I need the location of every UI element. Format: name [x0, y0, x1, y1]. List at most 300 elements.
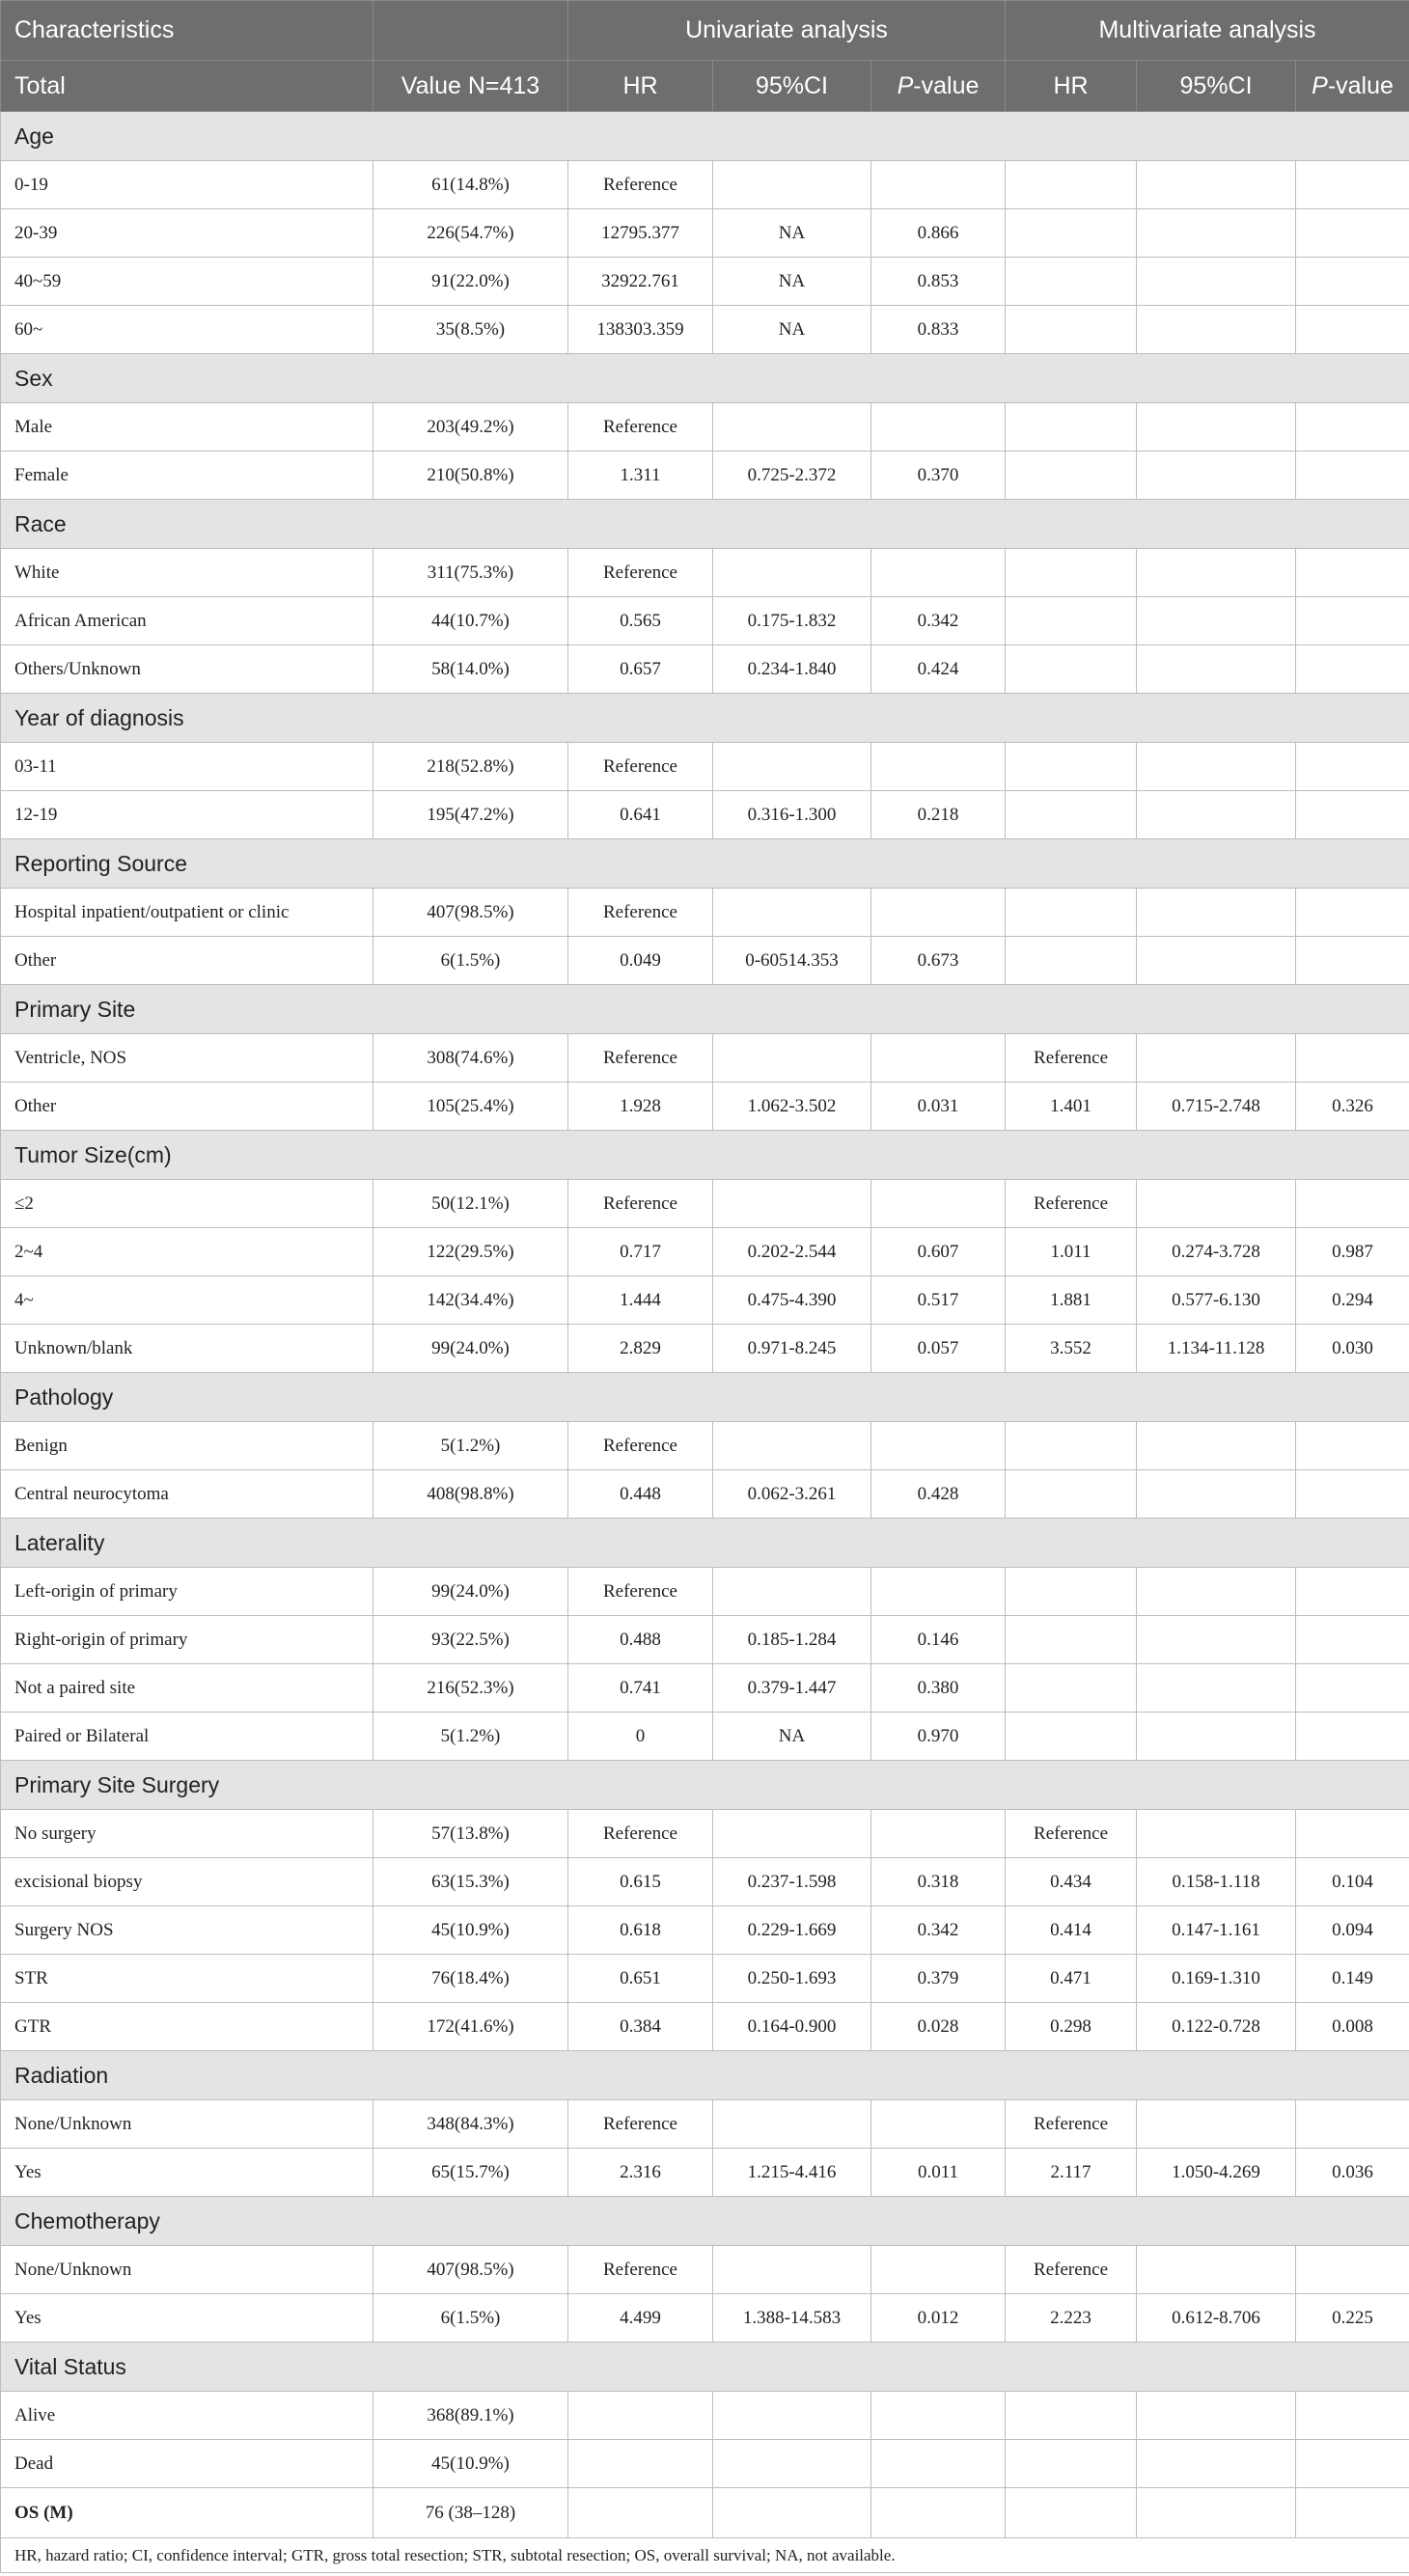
cell-uni-p: 0.342 [871, 597, 1006, 645]
cell-uni-p: 0.057 [871, 1325, 1006, 1373]
row-label: Alive [1, 2392, 373, 2440]
cell-multi-hr [1006, 1616, 1137, 1664]
cell-multi-ci [1137, 2488, 1296, 2538]
cell-multi-hr: 1.881 [1006, 1276, 1137, 1325]
cell-multi-hr: 0.471 [1006, 1955, 1137, 2003]
header-blank [373, 1, 568, 61]
cell-multi-ci [1137, 161, 1296, 209]
row-label: Surgery NOS [1, 1906, 373, 1955]
row-label: White [1, 549, 373, 597]
cell-multi-hr [1006, 791, 1137, 839]
cell-multi-ci: 0.274-3.728 [1137, 1228, 1296, 1276]
cell-multi-hr: Reference [1006, 1810, 1137, 1858]
row-label: GTR [1, 2003, 373, 2051]
cell-uni-ci [713, 1422, 871, 1470]
cell-uni-ci: 0.379-1.447 [713, 1664, 871, 1713]
cell-uni-ci [713, 2246, 871, 2294]
header-characteristics: Characteristics [1, 1, 373, 61]
cell-multi-p [1296, 1810, 1409, 1858]
cell-multi-ci [1137, 743, 1296, 791]
cell-multi-p [1296, 209, 1409, 258]
cell-value: 58(14.0%) [373, 645, 568, 694]
cell-uni-hr: 2.829 [568, 1325, 713, 1373]
table-row [1, 1422, 1409, 1470]
row-label: 03-11 [1, 743, 373, 791]
cell-multi-ci [1137, 1664, 1296, 1713]
header-multivariate: Multivariate analysis [1006, 1, 1409, 61]
table-row [1, 1664, 1409, 1713]
cell-multi-p [1296, 2488, 1409, 2538]
cell-uni-ci [713, 1180, 871, 1228]
p-italic: P [1312, 71, 1328, 99]
cell-multi-p: 0.225 [1296, 2294, 1409, 2343]
header-value: Value N=413 [373, 61, 568, 112]
cell-multi-hr [1006, 306, 1137, 354]
cell-multi-hr [1006, 743, 1137, 791]
section-header-row [1, 2197, 1409, 2246]
cell-multi-p [1296, 937, 1409, 985]
table-row [1, 2003, 1409, 2051]
cell-multi-ci [1137, 2100, 1296, 2149]
cell-value: 172(41.6%) [373, 2003, 568, 2051]
cell-uni-ci: NA [713, 306, 871, 354]
cell-value: 63(15.3%) [373, 1858, 568, 1906]
cell-multi-p [1296, 1664, 1409, 1713]
cell-multi-p: 0.149 [1296, 1955, 1409, 2003]
cell-uni-p [871, 403, 1006, 452]
section-header-row [1, 839, 1409, 889]
cell-uni-hr: 138303.359 [568, 306, 713, 354]
row-label: Unknown/blank [1, 1325, 373, 1373]
cell-uni-ci: 1.388-14.583 [713, 2294, 871, 2343]
cell-uni-ci: NA [713, 209, 871, 258]
cell-multi-ci: 0.169-1.310 [1137, 1955, 1296, 2003]
row-label: None/Unknown [1, 2100, 373, 2149]
p-suffix: -value [1327, 71, 1394, 99]
cell-uni-p: 0.517 [871, 1276, 1006, 1325]
cell-uni-p: 0.342 [871, 1906, 1006, 1955]
cell-multi-ci [1137, 452, 1296, 500]
header-uni-ci: 95%CI [713, 61, 871, 112]
cell-uni-ci: 0.237-1.598 [713, 1858, 871, 1906]
cell-uni-hr [568, 2488, 713, 2538]
cell-value: 5(1.2%) [373, 1713, 568, 1761]
cell-uni-p: 0.428 [871, 1470, 1006, 1519]
cell-uni-hr: Reference [568, 2246, 713, 2294]
cell-multi-ci [1137, 937, 1296, 985]
cell-value: 44(10.7%) [373, 597, 568, 645]
cell-uni-ci [713, 2392, 871, 2440]
cell-value: 216(52.3%) [373, 1664, 568, 1713]
section-label: Primary Site [1, 985, 1409, 1034]
cell-multi-p: 0.094 [1296, 1906, 1409, 1955]
table-row [1, 403, 1409, 452]
row-label: excisional biopsy [1, 1858, 373, 1906]
cell-multi-hr: Reference [1006, 1034, 1137, 1082]
cell-uni-p [871, 1568, 1006, 1616]
cell-uni-hr: 1.311 [568, 452, 713, 500]
cell-uni-ci: 0.316-1.300 [713, 791, 871, 839]
table-row [1, 889, 1409, 937]
cell-multi-ci: 1.050-4.269 [1137, 2149, 1296, 2197]
cell-uni-hr: 0.741 [568, 1664, 713, 1713]
p-suffix: -value [913, 71, 980, 99]
cell-multi-ci: 0.612-8.706 [1137, 2294, 1296, 2343]
cell-multi-ci [1137, 258, 1296, 306]
p-italic: P [897, 71, 914, 99]
table-row [1, 258, 1409, 306]
cell-uni-hr: 1.928 [568, 1082, 713, 1131]
section-header-row [1, 1373, 1409, 1422]
cell-multi-ci [1137, 2246, 1296, 2294]
cell-multi-ci [1137, 549, 1296, 597]
cell-multi-p [1296, 258, 1409, 306]
section-label: Tumor Size(cm) [1, 1131, 1409, 1180]
table-row [1, 1713, 1409, 1761]
section-header-row [1, 112, 1409, 161]
cell-multi-hr [1006, 2440, 1137, 2488]
cell-uni-hr: 12795.377 [568, 209, 713, 258]
table-row [1, 645, 1409, 694]
cell-value: 93(22.5%) [373, 1616, 568, 1664]
cell-uni-hr: 2.316 [568, 2149, 713, 2197]
row-label: Female [1, 452, 373, 500]
cell-multi-ci [1137, 791, 1296, 839]
cell-uni-p: 0.424 [871, 645, 1006, 694]
cell-uni-p: 0.370 [871, 452, 1006, 500]
cell-multi-hr: 2.117 [1006, 2149, 1137, 2197]
cell-uni-hr: 0.641 [568, 791, 713, 839]
section-header-row [1, 2051, 1409, 2100]
cell-uni-p [871, 2246, 1006, 2294]
cell-uni-hr: Reference [568, 1422, 713, 1470]
cell-uni-p [871, 889, 1006, 937]
row-label: No surgery [1, 1810, 373, 1858]
cell-multi-ci [1137, 306, 1296, 354]
table-row [1, 2440, 1409, 2488]
cell-uni-ci [713, 403, 871, 452]
section-header-row [1, 985, 1409, 1034]
table-row [1, 2246, 1409, 2294]
cell-value: 65(15.7%) [373, 2149, 568, 2197]
cell-uni-p: 0.673 [871, 937, 1006, 985]
cell-multi-ci: 0.158-1.118 [1137, 1858, 1296, 1906]
cell-uni-hr: Reference [568, 403, 713, 452]
cell-uni-p: 0.380 [871, 1664, 1006, 1713]
row-label: 12-19 [1, 791, 373, 839]
cell-uni-p: 0.866 [871, 209, 1006, 258]
cell-uni-ci: 0.164-0.900 [713, 2003, 871, 2051]
cell-multi-hr [1006, 2392, 1137, 2440]
row-label: Yes [1, 2149, 373, 2197]
header-multi-p [1296, 61, 1409, 112]
cell-uni-p: 0.028 [871, 2003, 1006, 2051]
header-uni-hr: HR [568, 61, 713, 112]
row-label: Not a paired site [1, 1664, 373, 1713]
cell-multi-hr: Reference [1006, 2100, 1137, 2149]
cell-uni-hr: 0.657 [568, 645, 713, 694]
table-body [1, 112, 1409, 2538]
cell-multi-p [1296, 1422, 1409, 1470]
cell-multi-p: 0.294 [1296, 1276, 1409, 1325]
row-label: OS (M) [1, 2488, 373, 2538]
cell-multi-ci [1137, 2440, 1296, 2488]
row-label: Male [1, 403, 373, 452]
cell-value: 407(98.5%) [373, 2246, 568, 2294]
cell-value: 195(47.2%) [373, 791, 568, 839]
row-label: Central neurocytoma [1, 1470, 373, 1519]
row-label: Paired or Bilateral [1, 1713, 373, 1761]
cell-uni-hr: Reference [568, 743, 713, 791]
cell-uni-ci [713, 2100, 871, 2149]
cell-multi-ci [1137, 1713, 1296, 1761]
table-row [1, 2294, 1409, 2343]
row-label: None/Unknown [1, 2246, 373, 2294]
cell-multi-hr [1006, 403, 1137, 452]
cell-uni-p: 0.970 [871, 1713, 1006, 1761]
cell-multi-p [1296, 161, 1409, 209]
cell-uni-ci: 0.234-1.840 [713, 645, 871, 694]
cell-multi-ci: 0.577-6.130 [1137, 1276, 1296, 1325]
cell-multi-ci [1137, 889, 1296, 937]
cell-value: 45(10.9%) [373, 1906, 568, 1955]
row-label: Dead [1, 2440, 373, 2488]
header-multi-ci: 95%CI [1137, 61, 1296, 112]
cell-multi-hr [1006, 549, 1137, 597]
cell-value: 45(10.9%) [373, 2440, 568, 2488]
table-row [1, 1325, 1409, 1373]
table-row [1, 2149, 1409, 2197]
cell-uni-ci: 0.229-1.669 [713, 1906, 871, 1955]
table-row [1, 743, 1409, 791]
cell-value: 76(18.4%) [373, 1955, 568, 2003]
row-label: Other [1, 937, 373, 985]
section-header-row [1, 500, 1409, 549]
cell-value: 203(49.2%) [373, 403, 568, 452]
cell-multi-hr [1006, 1664, 1137, 1713]
cell-uni-ci: 1.062-3.502 [713, 1082, 871, 1131]
row-label: 20-39 [1, 209, 373, 258]
cell-uni-ci: NA [713, 258, 871, 306]
cell-value: 91(22.0%) [373, 258, 568, 306]
cell-uni-hr: 1.444 [568, 1276, 713, 1325]
cell-multi-hr: Reference [1006, 2246, 1137, 2294]
cell-multi-hr [1006, 258, 1137, 306]
cell-multi-p [1296, 2246, 1409, 2294]
cell-value: 76 (38–128) [373, 2488, 568, 2538]
cell-multi-hr [1006, 889, 1137, 937]
cell-uni-ci: 0-60514.353 [713, 937, 871, 985]
cell-value: 226(54.7%) [373, 209, 568, 258]
section-header-row [1, 1131, 1409, 1180]
section-label: Radiation [1, 2051, 1409, 2100]
cell-uni-ci: 0.202-2.544 [713, 1228, 871, 1276]
cell-value: 105(25.4%) [373, 1082, 568, 1131]
cell-uni-ci: 0.175-1.832 [713, 597, 871, 645]
cell-multi-hr [1006, 597, 1137, 645]
cell-multi-ci [1137, 597, 1296, 645]
cell-multi-p [1296, 597, 1409, 645]
cell-uni-hr: Reference [568, 1810, 713, 1858]
section-label: Primary Site Surgery [1, 1761, 1409, 1810]
cell-value: 210(50.8%) [373, 452, 568, 500]
cell-multi-ci [1137, 1180, 1296, 1228]
table-row [1, 1082, 1409, 1131]
cell-multi-ci: 0.122-0.728 [1137, 2003, 1296, 2051]
section-header-row [1, 354, 1409, 403]
cell-multi-p: 0.104 [1296, 1858, 1409, 1906]
row-label: 4~ [1, 1276, 373, 1325]
cell-multi-p [1296, 1180, 1409, 1228]
cell-uni-ci [713, 1568, 871, 1616]
cell-multi-p: 0.036 [1296, 2149, 1409, 2197]
section-label: Year of diagnosis [1, 694, 1409, 743]
cell-uni-p [871, 743, 1006, 791]
cell-value: 57(13.8%) [373, 1810, 568, 1858]
row-label: Other [1, 1082, 373, 1131]
cell-multi-hr [1006, 1568, 1137, 1616]
cell-uni-p [871, 1034, 1006, 1082]
table-row [1, 937, 1409, 985]
row-label: 2~4 [1, 1228, 373, 1276]
cell-uni-hr: Reference [568, 1568, 713, 1616]
table-row [1, 549, 1409, 597]
table-row [1, 1955, 1409, 2003]
header-row-groups [1, 1, 1409, 61]
cell-uni-p [871, 1810, 1006, 1858]
cell-multi-hr [1006, 937, 1137, 985]
section-label: Chemotherapy [1, 2197, 1409, 2246]
cell-uni-hr: 0.717 [568, 1228, 713, 1276]
cell-multi-p [1296, 1713, 1409, 1761]
table-row [1, 161, 1409, 209]
cell-uni-hr: 0 [568, 1713, 713, 1761]
cell-uni-hr: 0.384 [568, 2003, 713, 2051]
cell-multi-ci: 1.134-11.128 [1137, 1325, 1296, 1373]
cell-multi-ci [1137, 2392, 1296, 2440]
table-row [1, 452, 1409, 500]
cell-uni-p [871, 1422, 1006, 1470]
cell-multi-p: 0.326 [1296, 1082, 1409, 1131]
cell-uni-hr: Reference [568, 2100, 713, 2149]
cell-uni-ci [713, 743, 871, 791]
cell-multi-p [1296, 403, 1409, 452]
row-label: Yes [1, 2294, 373, 2343]
section-label: Pathology [1, 1373, 1409, 1422]
cell-multi-p [1296, 2100, 1409, 2149]
cell-multi-p [1296, 791, 1409, 839]
cell-uni-hr: 0.618 [568, 1906, 713, 1955]
cell-multi-hr [1006, 1422, 1137, 1470]
cell-uni-ci: 0.475-4.390 [713, 1276, 871, 1325]
table-row [1, 1034, 1409, 1082]
cell-uni-ci: 0.725-2.372 [713, 452, 871, 500]
cell-uni-ci [713, 161, 871, 209]
section-header-row [1, 694, 1409, 743]
cell-uni-p: 0.218 [871, 791, 1006, 839]
header-uni-p [871, 61, 1006, 112]
cell-multi-hr [1006, 209, 1137, 258]
row-label: African American [1, 597, 373, 645]
cell-uni-ci: 0.185-1.284 [713, 1616, 871, 1664]
cell-multi-hr [1006, 1713, 1137, 1761]
cell-uni-hr: Reference [568, 161, 713, 209]
cell-uni-hr [568, 2440, 713, 2488]
cell-uni-hr: Reference [568, 1180, 713, 1228]
cell-value: 61(14.8%) [373, 161, 568, 209]
cell-uni-ci [713, 1034, 871, 1082]
row-label: 60~ [1, 306, 373, 354]
table-row [1, 2488, 1409, 2538]
cell-uni-p [871, 2100, 1006, 2149]
table-row [1, 1470, 1409, 1519]
cell-multi-hr [1006, 2488, 1137, 2538]
cell-multi-ci [1137, 1810, 1296, 1858]
cell-uni-ci: 0.062-3.261 [713, 1470, 871, 1519]
cell-value: 50(12.1%) [373, 1180, 568, 1228]
row-label: ≤2 [1, 1180, 373, 1228]
cell-multi-hr [1006, 1470, 1137, 1519]
cell-multi-p [1296, 1470, 1409, 1519]
section-label: Vital Status [1, 2343, 1409, 2392]
table-row [1, 2392, 1409, 2440]
header-total: Total [1, 61, 373, 112]
cell-uni-p [871, 2488, 1006, 2538]
cell-uni-hr: 0.565 [568, 597, 713, 645]
table-row [1, 2100, 1409, 2149]
cell-multi-p [1296, 743, 1409, 791]
cell-uni-p: 0.011 [871, 2149, 1006, 2197]
cell-multi-hr: 0.298 [1006, 2003, 1137, 2051]
cell-value: 99(24.0%) [373, 1325, 568, 1373]
cell-multi-hr: 1.011 [1006, 1228, 1137, 1276]
cell-multi-hr: 3.552 [1006, 1325, 1137, 1373]
cell-multi-ci [1137, 1616, 1296, 1664]
cell-uni-ci [713, 1810, 871, 1858]
table-row [1, 1858, 1409, 1906]
cell-uni-hr: 0.049 [568, 937, 713, 985]
cell-uni-hr: 0.488 [568, 1616, 713, 1664]
table-row [1, 1616, 1409, 1664]
cell-value: 122(29.5%) [373, 1228, 568, 1276]
row-label: 40~59 [1, 258, 373, 306]
section-label: Reporting Source [1, 839, 1409, 889]
row-label: Others/Unknown [1, 645, 373, 694]
cell-value: 348(84.3%) [373, 2100, 568, 2149]
cell-multi-hr [1006, 161, 1137, 209]
section-label: Age [1, 112, 1409, 161]
cell-uni-p: 0.607 [871, 1228, 1006, 1276]
cell-uni-hr [568, 2392, 713, 2440]
cell-value: 142(34.4%) [373, 1276, 568, 1325]
cell-multi-p [1296, 2440, 1409, 2488]
cell-value: 308(74.6%) [373, 1034, 568, 1082]
cell-multi-p [1296, 306, 1409, 354]
cell-uni-hr: 32922.761 [568, 258, 713, 306]
cell-multi-ci [1137, 1568, 1296, 1616]
section-header-row [1, 2343, 1409, 2392]
cell-multi-ci: 0.715-2.748 [1137, 1082, 1296, 1131]
cell-multi-p [1296, 452, 1409, 500]
footnote-row [1, 2538, 1409, 2573]
cell-multi-p [1296, 1616, 1409, 1664]
section-label: Laterality [1, 1519, 1409, 1568]
row-label: Left-origin of primary [1, 1568, 373, 1616]
cell-multi-ci [1137, 645, 1296, 694]
cell-uni-p [871, 2392, 1006, 2440]
cell-multi-p [1296, 1034, 1409, 1082]
row-label: Benign [1, 1422, 373, 1470]
